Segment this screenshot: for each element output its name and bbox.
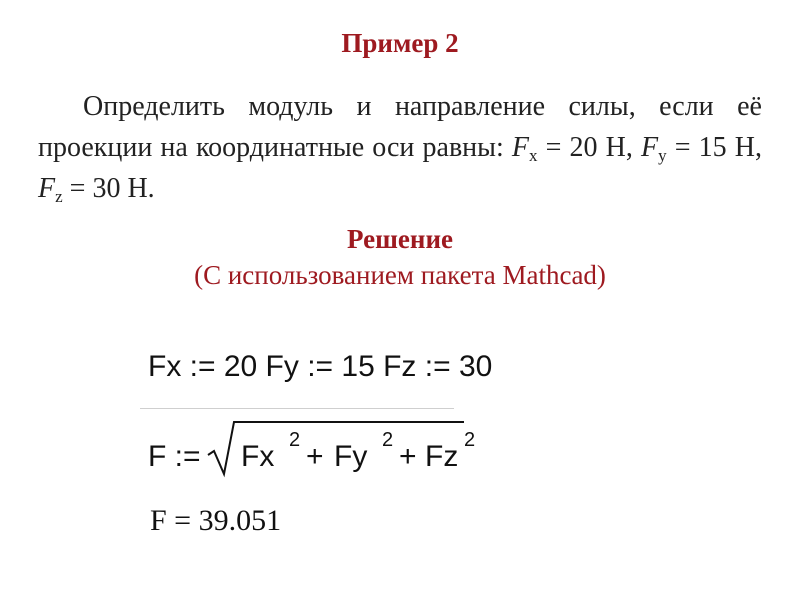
solution-subtitle: (С использованием пакета Mathcad) xyxy=(194,260,606,290)
mathcad-assignments: Fx := 20 Fy := 15 Fz := 30 xyxy=(148,350,493,383)
value-fy: = 15 Н, xyxy=(666,132,762,163)
symbol-f: F xyxy=(641,132,659,163)
symbol-f: F xyxy=(38,173,56,204)
symbol-f: F xyxy=(511,132,529,163)
mathcad-formula xyxy=(148,418,478,480)
plus-sign: + xyxy=(306,440,324,473)
problem-statement xyxy=(38,86,762,209)
formula-lhs: F := xyxy=(148,440,201,473)
exponent-fz: 2 xyxy=(464,429,476,451)
subscript-z: z xyxy=(55,187,63,206)
term-fy: Fy xyxy=(334,440,368,473)
problem-intro: Определить модуль и направление силы, если её проекции на координатные оси равны: xyxy=(38,91,762,163)
term-fz: Fz xyxy=(425,440,459,473)
exponent-fx: 2 xyxy=(289,429,301,451)
page-title: Пример 2 xyxy=(341,28,459,58)
solution-heading: Решение xyxy=(347,224,453,254)
term-fx: Fx xyxy=(241,440,275,473)
subscript-x: x xyxy=(528,146,538,165)
value-fx: = 20 Н, xyxy=(537,132,641,163)
subscript-y: y xyxy=(658,146,667,165)
mathcad-result: F = 39.051 xyxy=(150,504,282,537)
exponent-fy: 2 xyxy=(382,429,394,451)
region-divider xyxy=(140,408,454,409)
plus-sign: + xyxy=(399,440,417,473)
value-fz: = 30 Н. xyxy=(62,173,155,204)
